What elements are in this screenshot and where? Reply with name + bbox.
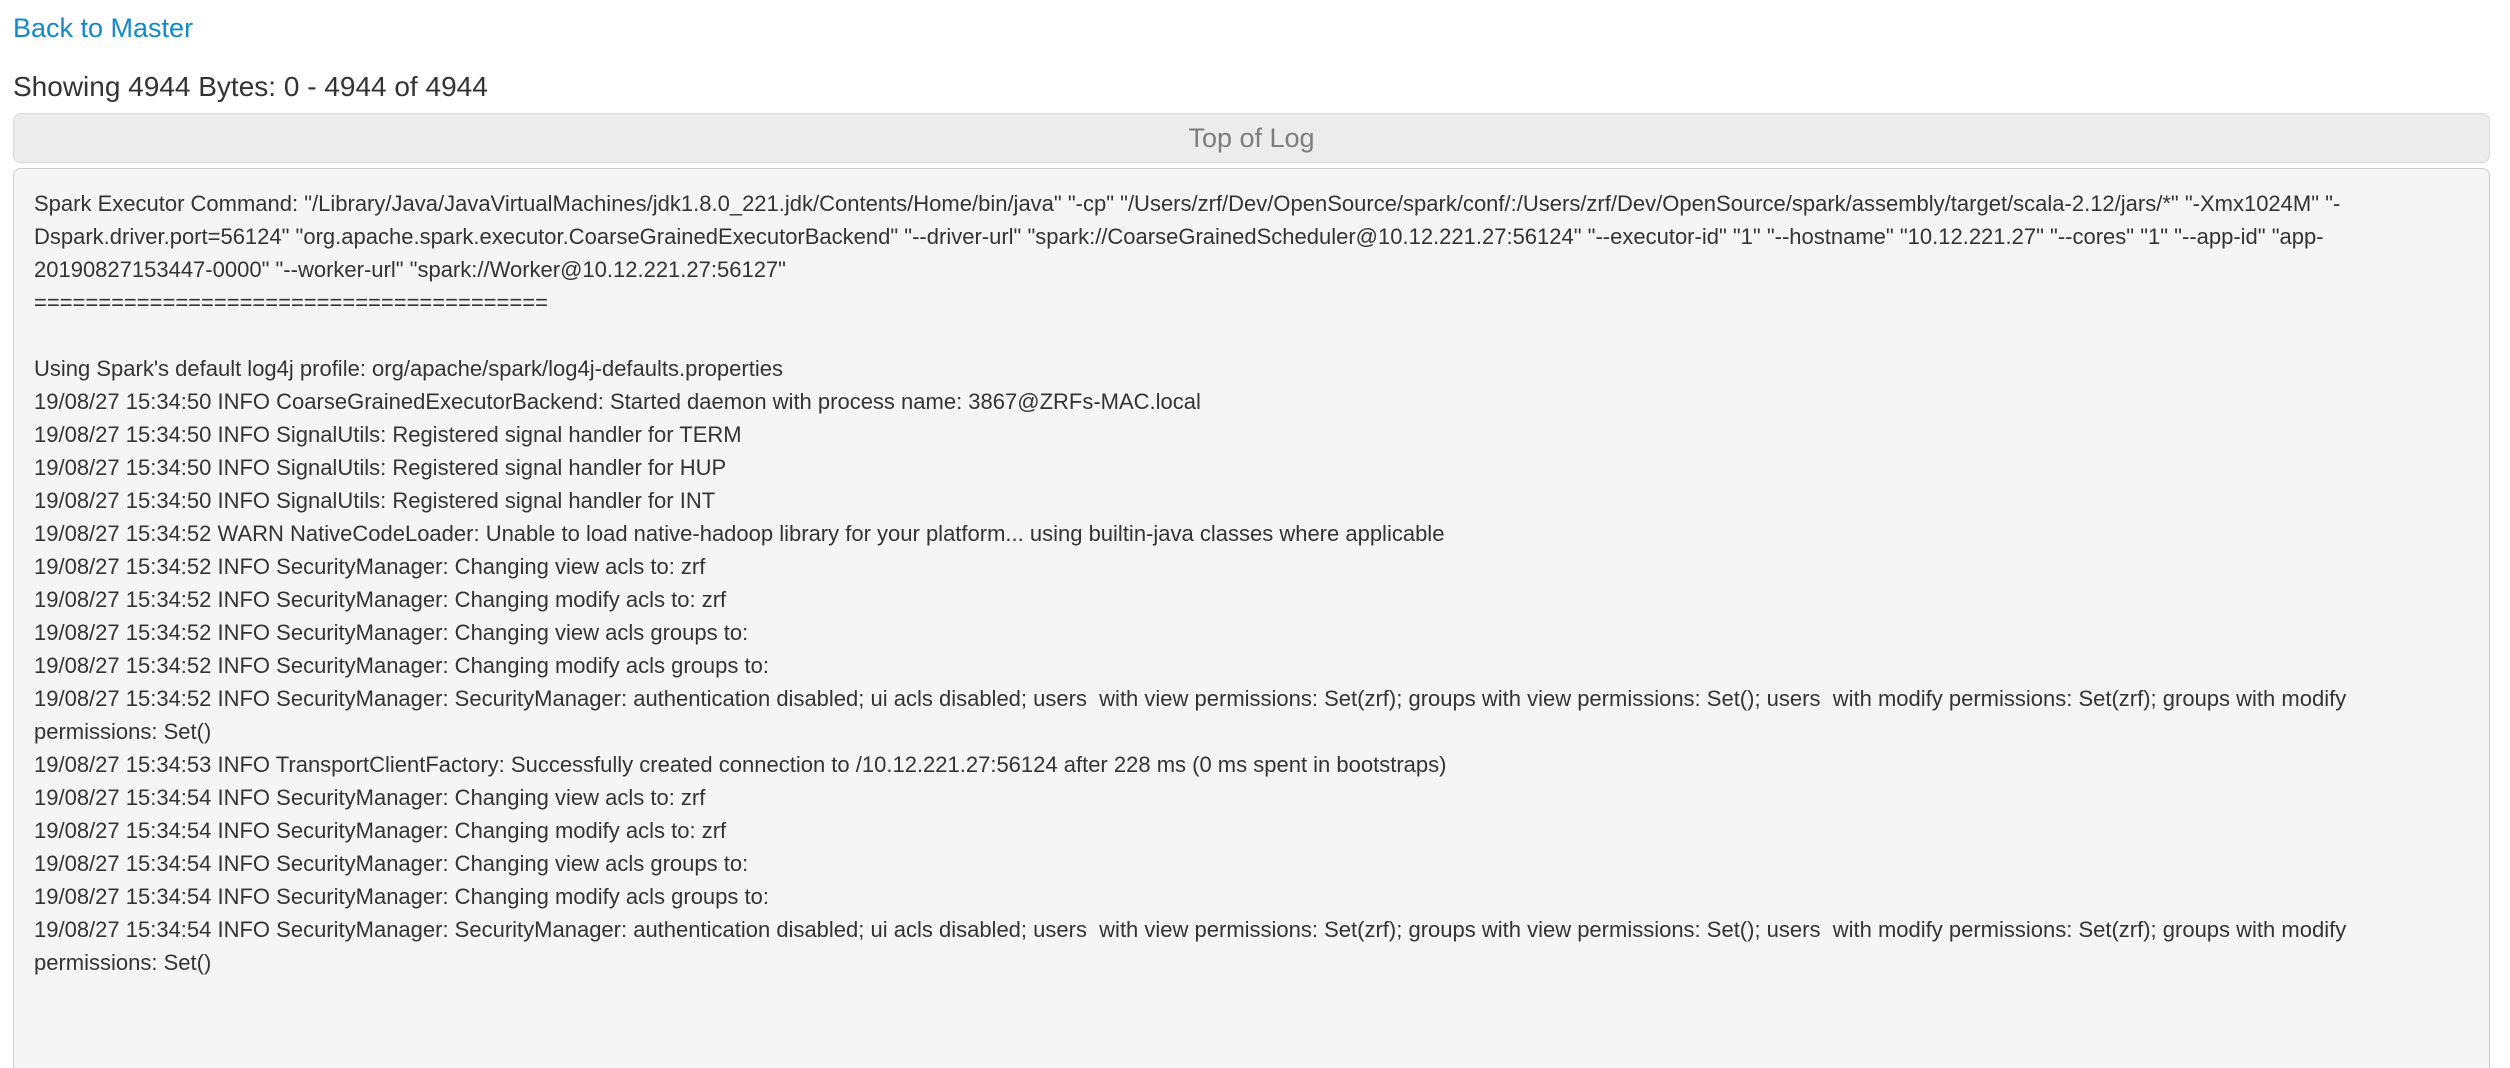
byte-range-summary: Showing 4944 Bytes: 0 - 4944 of 4944 <box>13 71 488 102</box>
top-of-log-label: Top of Log <box>1188 123 1315 153</box>
log-content-box <box>13 168 2490 1068</box>
back-to-master-link[interactable]: Back to Master <box>13 13 194 43</box>
top-of-log-bar[interactable] <box>13 113 2490 163</box>
log-text: Spark Executor Command: "/Library/Java/JavaVirtualMachines/jdk1.8.0_221.jdk/Contents/Home/bin/java" "-cp" "/Users/zrf/Dev/OpenSource/spark/conf/:/Users/zrf/Dev/OpenSource/spark/assembly/target/scala-2.12/jars/*" "-Xmx1024M" "-Dspark.driver.port=56124" "org.apache.spark.executor.CoarseGrainedExecutorBackend" "--driver-url" "spark://CoarseGrainedScheduler@10.12.221.27:56124" "--executor-id" "1" "--hostname" "10.12.221.27" "--cores" "1" "--app-id" "app-20190827153447-0000" "--worker-url" "spark://Worker@10.12.221.27:56127" ======================================== Using Spark's default log4j profile: org/apache/spark/log4j-defaults.properties 19/08/27 15:34:50 INFO CoarseGrainedExecutorBackend: Started daemon with process name: 3867@ZRFs-MAC.local 19/08/27 15:34:50 INFO SignalUtils: Registered signal handler for TERM 19/08/27 15:34:50 INFO SignalUtils: Registered signal handler for HUP 19/08/27 15:34:50 INFO SignalUtils: Registered signal handler for INT 19/08/27 15:34:52 WARN NativeCodeLoader: Unable to load native-hadoop library for your platform... using builtin-java classes where applicable 19/08/27 15:34:52 INFO SecurityManager: Changing view acls to: zrf 19/08/27 15:34:52 INFO SecurityManager: Changing modify acls to: zrf 19/08/27 15:34:52 INFO SecurityManager: Changing view acls groups to: 19/08/27 15:34:52 INFO SecurityManager: Changing modify acls groups to: 19/08/27 15:34:52 INFO SecurityManager: SecurityManager: authentication disabled; ui acls disabled; users with view permissions: Set(zrf); groups with view permissions: Set(); users with modify permissions: Set(zrf); groups with modify permissions: Set() 19/08/27 15:34:53 INFO TransportClientFactory: Successfully created connection to /10.12.221.27:56124 after 228 ms (0 ms spent in bootstraps) 19/08/27 15:34:54 INFO SecurityManager: Changing view acls to: zrf 19/08/27 15:34:54 INFO SecurityManager: Changing modify acls to: zrf 19/08/27 15:34:54 INFO SecurityManager: Changing view acls groups to: 19/08/27 15:34:54 INFO SecurityManager: Changing modify acls groups to: 19/08/27 15:34:54 INFO SecurityManager: SecurityManager: authentication disabled; ui acls disabled; users with view permissions: Set(zrf); groups with view permissions: Set(); users with modify permissions: Set(zrf); groups with modify permissions: Set() <box>34 191 2347 975</box>
